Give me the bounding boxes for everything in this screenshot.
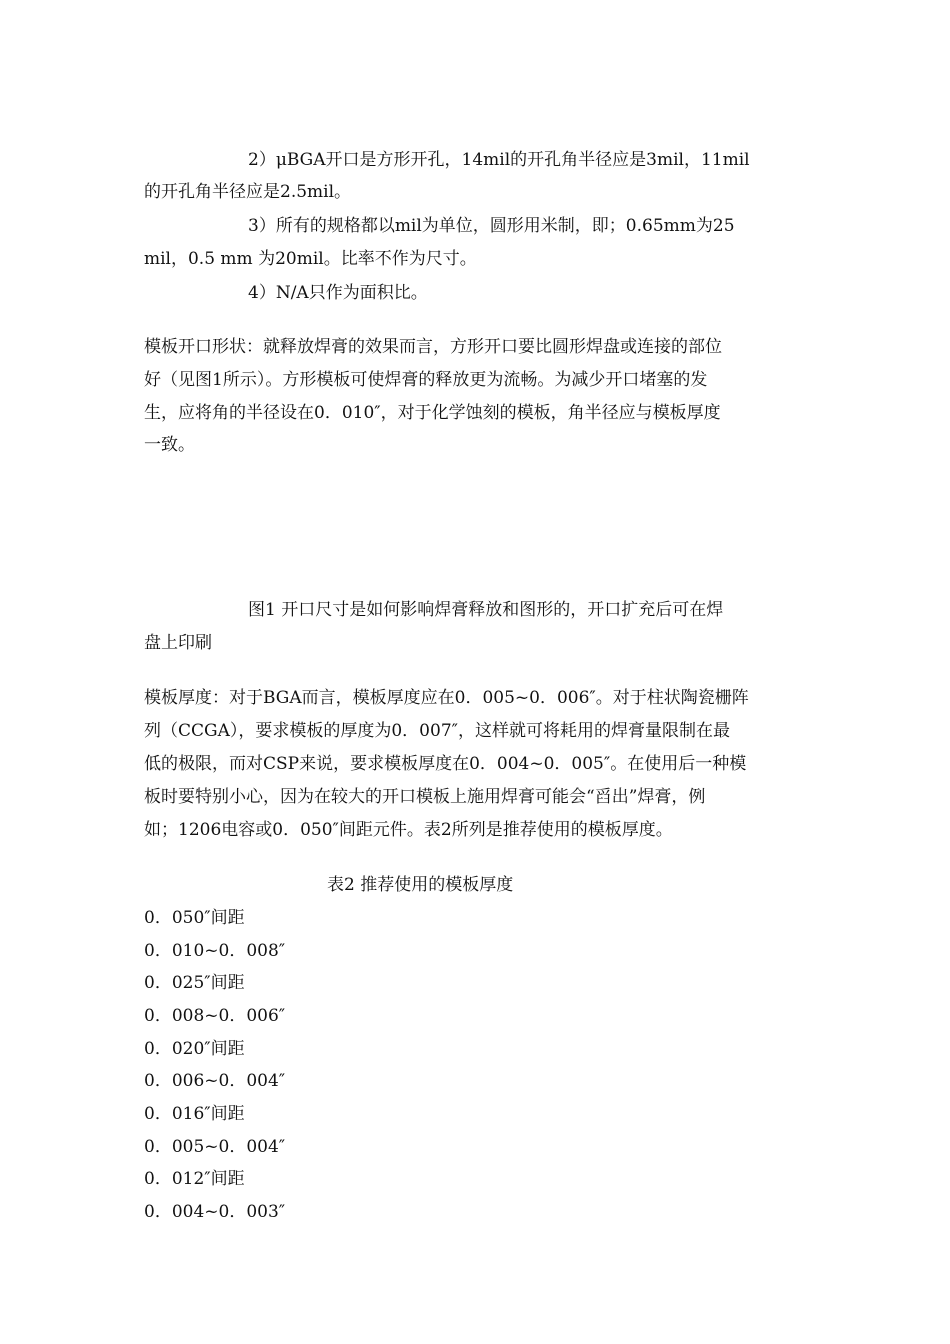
note-3-line-1: 3）所有的规格都以mil为单位，圆形用米制，即；0.65mm为25 xyxy=(248,216,735,236)
table-row: 0．005~0．004″ xyxy=(144,1137,286,1157)
thickness-line-5: 如；1206电容或0．050″间距元件。表2所列是推荐使用的模板厚度。 xyxy=(144,820,673,840)
note-3-line-2: mil，0.5 mm 为20mil。比率不作为尺寸。 xyxy=(144,249,477,269)
table-row: 0．025″间距 xyxy=(144,973,245,993)
table-caption: 表2 推荐使用的模板厚度 xyxy=(327,875,514,895)
thickness-line-4: 板时要特别小心，因为在较大的开口模板上施用焊膏可能会“舀出”焊膏，例 xyxy=(144,787,706,807)
table-row: 0．016″间距 xyxy=(144,1104,245,1124)
aperture-shape-line-1: 模板开口形状：就释放焊膏的效果而言，方形开口要比圆形焊盘或连接的部位 xyxy=(144,337,722,357)
thickness-line-1: 模板厚度：对于BGA而言，模板厚度应在0．005~0．006″。对于柱状陶瓷栅阵 xyxy=(144,688,749,708)
note-2-line-1: 2）μBGA开口是方形开孔，14mil的开孔角半径应是3mil，11mil xyxy=(248,150,750,170)
table-row: 0．010~0．008″ xyxy=(144,941,286,961)
table-row: 0．012″间距 xyxy=(144,1169,245,1189)
thickness-line-3: 低的极限，而对CSP来说，要求模板厚度在0．004~0．005″。在使用后一种模 xyxy=(144,754,747,774)
thickness-line-2: 列（CCGA），要求模板的厚度为0．007″，这样就可将耗用的焊膏量限制在最 xyxy=(144,721,730,741)
aperture-shape-line-3: 生，应将角的半径设在0．010″，对于化学蚀刻的模板，角半径应与模板厚度 xyxy=(144,403,721,423)
figure-caption-line-1: 图1 开口尺寸是如何影响焊膏释放和图形的，开口扩充后可在焊 xyxy=(248,600,724,620)
table-row: 0．020″间距 xyxy=(144,1039,245,1059)
table-row: 0．050″间距 xyxy=(144,908,245,928)
table-row: 0．006~0．004″ xyxy=(144,1071,286,1091)
note-2-line-2: 的开孔角半径应是2.5mil。 xyxy=(144,182,352,202)
aperture-shape-line-2: 好（见图1所示）。方形模板可使焊膏的释放更为流畅。为减少开口堵塞的发 xyxy=(144,370,708,390)
aperture-shape-line-4: 一致。 xyxy=(144,435,195,455)
figure-caption-line-2: 盘上印刷 xyxy=(144,633,212,653)
note-4: 4）N/A只作为面积比。 xyxy=(248,283,428,303)
table-row: 0．008~0．006″ xyxy=(144,1006,286,1026)
table-row: 0．004~0．003″ xyxy=(144,1202,286,1222)
